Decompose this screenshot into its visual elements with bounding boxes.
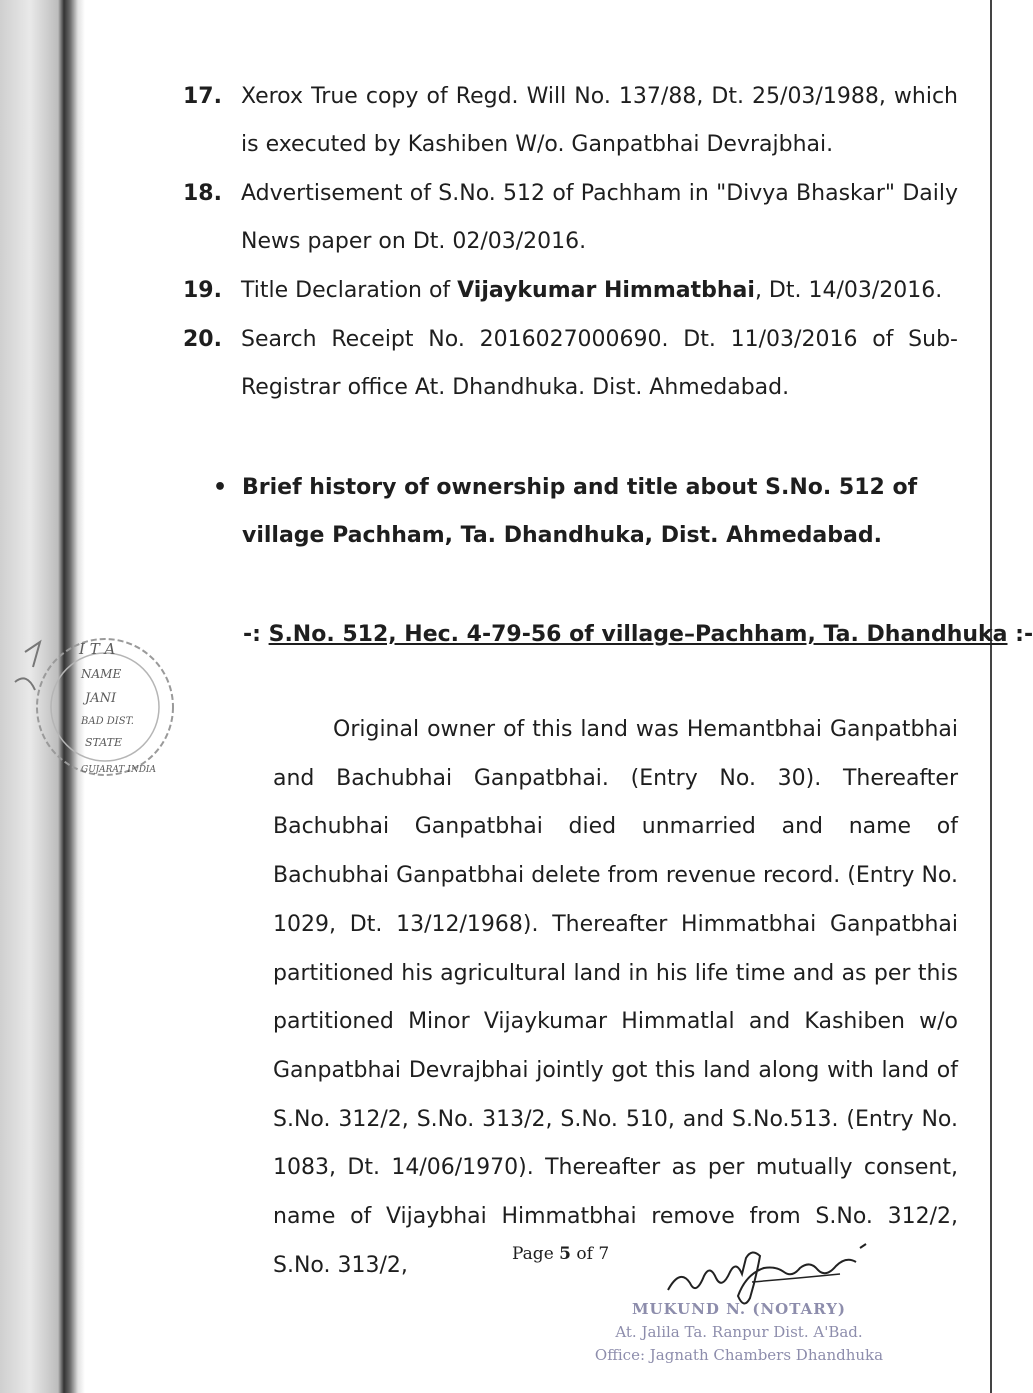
heading-underlined-text: S.No. 512, Hec. 4-79-56 of village–Pachham, Ta. Dhandhuka bbox=[268, 622, 1008, 647]
item-text: Xerox True copy of Regd. Will No. 137/88, Dt. 25/03/1988, which is executed by Kashiben W/o. Ganpatbhai Devrajbhai. bbox=[241, 84, 958, 157]
item-number: 17. bbox=[183, 84, 222, 109]
item-number: 18. bbox=[183, 181, 222, 206]
item-number: 20. bbox=[183, 327, 222, 352]
stamp-line-3: Office: Jagnath Chambers Dhandhuka bbox=[594, 1346, 884, 1364]
notary-seal-left bbox=[5, 612, 175, 802]
bullet-text: Brief history of ownership and title about S.No. 512 of village Pachham, Ta. Dhandhuka, Dist. Ahmedabad. bbox=[242, 475, 918, 548]
item-text-start: Title Declaration of bbox=[241, 278, 458, 303]
item-number: 19. bbox=[183, 278, 222, 303]
list-item-19 bbox=[183, 267, 958, 315]
ownership-paragraph bbox=[273, 706, 958, 1290]
page-number bbox=[512, 1244, 609, 1264]
seal-line-1: NAME bbox=[81, 667, 122, 681]
list-item-20 bbox=[183, 316, 958, 412]
seal-line-2: JANI bbox=[85, 691, 117, 706]
stamp-line-1: MUKUND N. (NOTARY) bbox=[631, 1300, 847, 1318]
seal-line-3: BAD DIST. bbox=[81, 716, 134, 727]
item-text bbox=[241, 267, 958, 315]
seal-line-5: GUJARAT INDIA bbox=[81, 765, 156, 775]
heading-suffix: :- bbox=[1007, 622, 1033, 647]
item-text: Search Receipt No. 2016027000690. Dt. 11/03/2016 of Sub-Registrar office At. Dhandhuka. Dist. Ahmedabad. bbox=[241, 327, 958, 400]
page-suffix: of 7 bbox=[571, 1244, 610, 1264]
stamp-line-2: At. Jalila Ta. Ranpur Dist. A'Bad. bbox=[615, 1323, 863, 1341]
bullet-history-heading bbox=[213, 464, 958, 560]
list-item-17 bbox=[183, 73, 958, 169]
page-right-edge bbox=[990, 0, 992, 1393]
list-item-18 bbox=[183, 170, 958, 266]
section-heading bbox=[243, 611, 1033, 659]
svg-text:I T A: I T A bbox=[79, 640, 116, 658]
item-text-end: , Dt. 14/03/2016. bbox=[754, 278, 943, 303]
page-prefix: Page bbox=[512, 1244, 560, 1264]
paragraph-text: Original owner of this land was Hemantbhai Ganpatbhai and Bachubhai Ganpatbhai. (Entry No. 30). Thereafter Bachubhai Ganpatbhai died unmarried and name of Bachubhai Ganpatbhai delete from revenue record. (Entry No. 1029, Dt. 13/12/1968). Thereafter Himmatbhai Ganpatbhai partitioned his agricultural land in his life time and as per this partitioned Minor Vijaykumar Himmatlal and Kashiben w/o Ganpatbhai Devrajbhai jointly got this land along with land of S.No. 312/2, S.No. 313/2, S.No. 510, and S.No.513. (Entry No. 1083, Dt. 14/06/1970). Thereafter as per mutually consent, name of Vijaybhai Himmatbhai remove from S.No. 312/2, S.No. 313/2, bbox=[273, 717, 958, 1278]
page-current: 5 bbox=[559, 1244, 572, 1264]
item-text: Advertisement of S.No. 512 of Pachham in "Divya Bhaskar" Daily News paper on Dt. 02/03/2016. bbox=[241, 181, 958, 254]
bullet-icon: • bbox=[213, 475, 228, 500]
notary-stamp bbox=[594, 1298, 884, 1367]
item-text-bold-name: Vijaykumar Himmatbhai bbox=[457, 278, 755, 303]
seal-line-4: STATE bbox=[85, 736, 122, 749]
heading-prefix: -: bbox=[243, 622, 269, 647]
